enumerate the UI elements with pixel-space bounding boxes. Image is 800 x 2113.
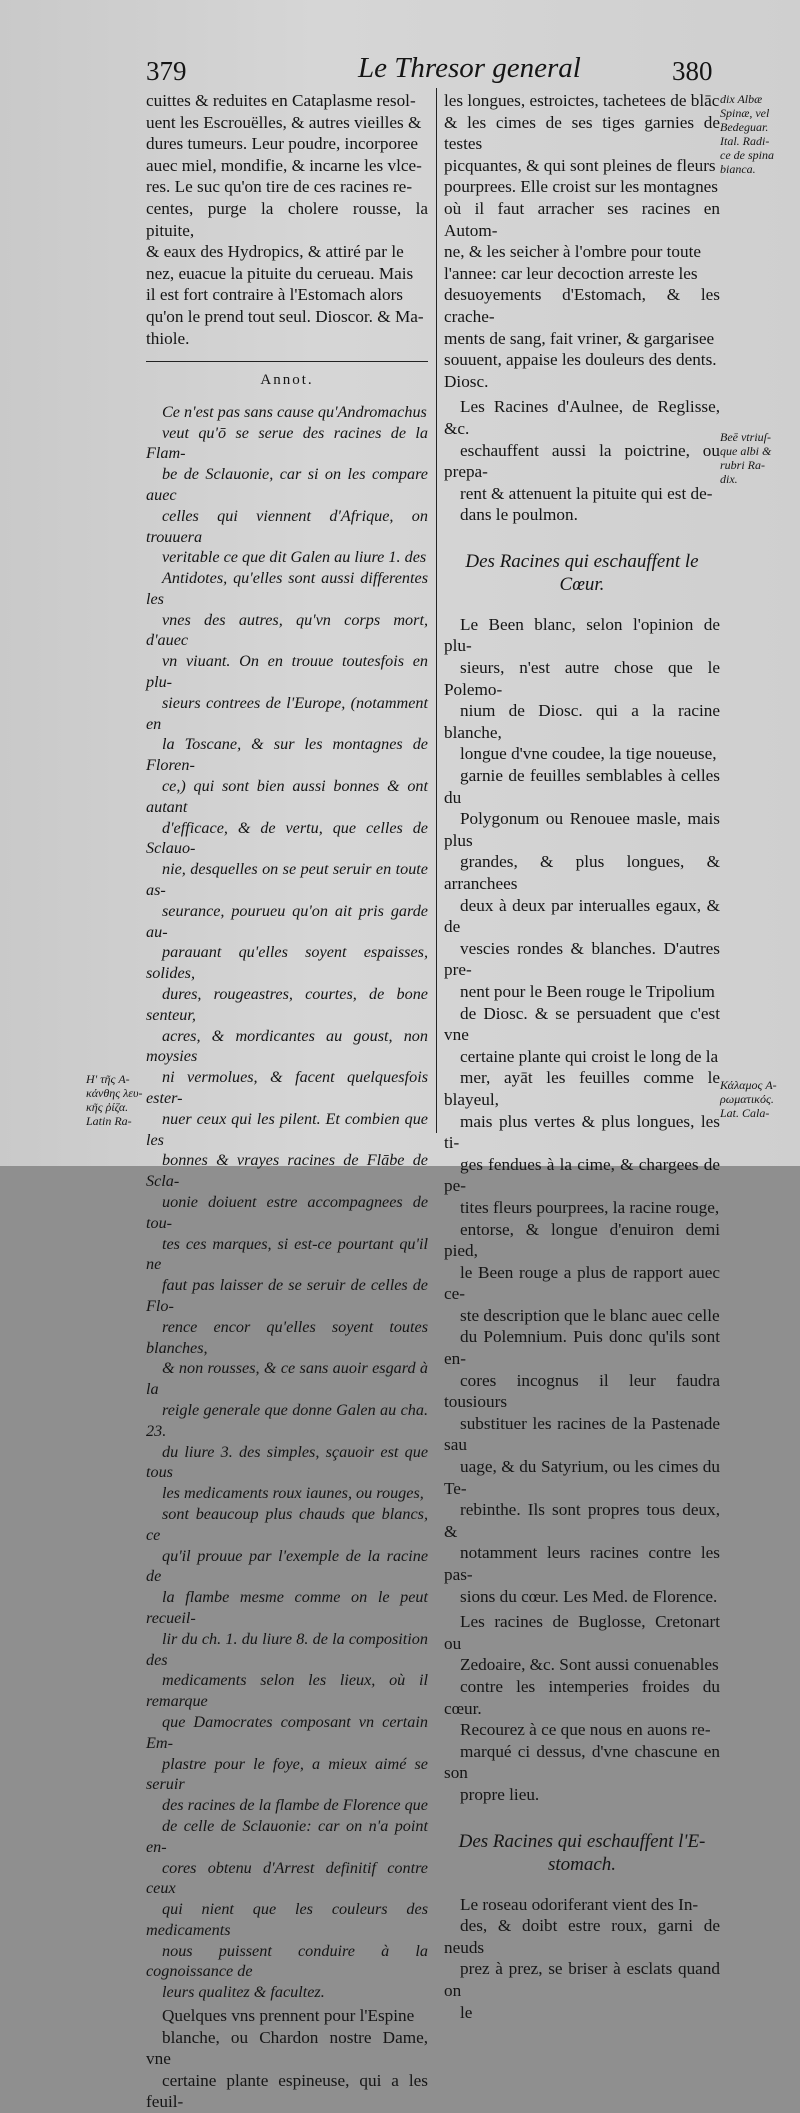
- text-line: κῆς ῥίζα.: [86, 1100, 129, 1114]
- right-paragraph-1: [444, 90, 720, 392]
- text-line: rebinthe. Ils sont propres tous deux, &: [444, 1500, 720, 1541]
- right-paragraph-2: [444, 396, 720, 526]
- margin-note-right-bottom: [720, 1078, 800, 1120]
- column-divider: [436, 88, 437, 1133]
- text-line: nent pour le Been rouge le Tripolium: [460, 981, 715, 1001]
- text-line: du Polemnium. Puis donc qu'ils sont en-: [444, 1327, 720, 1369]
- text-line: tes ces marques, si est-ce pourtant qu'il ne: [146, 1234, 428, 1274]
- text-line: Spinæ, vel: [720, 106, 770, 120]
- text-line: cuittes & reduites en Cataplasme resol-: [146, 91, 416, 110]
- text-line: Κάλαμος A-: [720, 1078, 777, 1092]
- text-line: certaine plante espineuse, qui a les feuil-: [146, 2070, 428, 2112]
- text-line: longue d'vne coudee, la tige noueuse,: [460, 744, 717, 764]
- text-line: dures tumeurs. Leur poudre, incorporee: [146, 134, 419, 154]
- text-line: stomach.: [547, 1853, 617, 1875]
- text-line: contre les intemperies froides du cœur.: [444, 1676, 720, 1718]
- text-line: reigle generale que donne Galen au cha. 23.: [146, 1400, 428, 1440]
- margin-note-left-bottom: [86, 1072, 148, 1128]
- text-line: Cœur.: [559, 573, 605, 595]
- text-line: il est fort contraire à l'Estomach alors: [146, 285, 403, 305]
- right-paragraph-5: [444, 1894, 720, 2024]
- text-line: faut pas laisser de se seruir de celles de Flo-: [146, 1276, 428, 1315]
- text-line: dures, rougeastres, courtes, de bone senteur,: [146, 985, 428, 1024]
- text-line: dix.: [720, 472, 738, 486]
- text-line: qu'il prouue par l'exemple de la racine de: [146, 1546, 428, 1586]
- text-line: sont beaucoup plus chauds que blancs, ce: [146, 1504, 428, 1544]
- text-line: nium de Diosc. qui a la racine blanche,: [444, 701, 720, 742]
- text-line: Le roseau odoriferant vient des In-: [460, 1894, 699, 1914]
- text-line: l'annee: car leur decoction arreste les: [444, 263, 698, 283]
- text-line: le Been rouge a plus de rapport auec ce-: [444, 1262, 720, 1304]
- text-line: Latin Ra-: [86, 1114, 132, 1128]
- text-line: ste description que le blanc auec celle: [460, 1305, 720, 1325]
- text-line: Antidotes, qu'elles sont aussi differentes les: [146, 569, 428, 608]
- text-line: Quelques vns prennent pour l'Espine: [162, 2006, 415, 2026]
- running-title: Le Thresor general: [358, 52, 581, 84]
- text-line: vescies rondes & blanches. D'autres pre-: [444, 938, 720, 980]
- text-line: res. Le suc qu'on tire de ces racines re-: [146, 177, 413, 197]
- text-line: de celle de Sclauonie: car on n'a point en-: [146, 1816, 428, 1856]
- text-line: parauant qu'elles soyent espaisses, solides,: [146, 943, 428, 983]
- text-line: cores incognus il leur faudra tousiours: [444, 1370, 720, 1412]
- text-line: auec miel, mondifie, & incarne les vlce-: [146, 155, 422, 175]
- text-line: d'efficace, & de vertu, que celles de Sclauo-: [146, 818, 428, 858]
- text-line: mer, ayāt les feuilles comme le blayeul,: [444, 1068, 720, 1109]
- text-line: souuent, appaise les douleurs des dents.: [444, 350, 717, 370]
- left-column: [146, 90, 428, 2113]
- text-line: nous puissent conduire à la cognoissance de: [146, 1941, 428, 1981]
- text-line: qui nient que les couleurs des medicaments: [146, 1900, 428, 1939]
- text-line: la flambe mesme comme on le peut recueil-: [146, 1588, 428, 1627]
- text-line: garnie de feuilles semblables à celles du: [444, 766, 720, 807]
- text-line: vn viuant. On en trouue toutesfois en plu-: [146, 652, 428, 692]
- text-line: plastre pour le foye, a mieux aimé se seruir: [146, 1754, 428, 1794]
- text-line: Η' τῆς A-: [86, 1072, 130, 1086]
- text-line: uage, & du Satyrium, ou les cimes du Te-: [444, 1457, 720, 1498]
- text-line: vnes des autres, qu'vn corps mort, d'auec: [146, 610, 428, 650]
- text-line: bonnes & vrayes racines de Flābe de Scla-: [146, 1151, 428, 1191]
- text-line: notamment leurs racines contre les pas-: [444, 1543, 720, 1584]
- text-line: ne, & les seicher à l'ombre pour toute: [444, 242, 702, 262]
- text-line: pourprees. Elle croist sur les montagnes: [444, 177, 718, 197]
- text-line: medicaments selon les lieux, où il remarque: [146, 1671, 428, 1711]
- section-heading-stomach: [444, 1830, 720, 1876]
- margin-note-right-top: [720, 92, 800, 176]
- section-heading-heart: [444, 550, 720, 596]
- text-line: les longues, estroictes, tachetees de blāc: [444, 91, 720, 110]
- text-line: des racines de la flambe de Florence que: [162, 1796, 428, 1815]
- text-line: cores obtenu d'Arrest definitif contre ceux: [146, 1858, 428, 1898]
- text-line: Recourez à ce que nous en auons re-: [460, 1720, 711, 1740]
- text-line: Des Racines qui eschauffent le: [465, 550, 699, 572]
- left-bottom-paragraph: [146, 2005, 428, 2113]
- text-line: que albi &: [720, 444, 772, 458]
- text-line: prez à prez, se briser à esclats quand on: [444, 1959, 720, 2000]
- text-line: picquantes, & qui sont pleines de fleurs: [444, 155, 716, 175]
- text-line: Le Been blanc, selon l'opinion de plu-: [444, 614, 720, 656]
- text-line: marqué ci dessus, d'vne chascune en son: [444, 1741, 720, 1783]
- text-line: certaine plante qui croist le long de la: [460, 1046, 719, 1066]
- text-line: ce,) qui sont bien aussi bonnes & ont autant: [146, 777, 428, 816]
- text-line: tites fleurs pourprees, la racine rouge,: [460, 1197, 720, 1217]
- text-line: du liure 3. des simples, sçauoir est que tous: [146, 1442, 428, 1482]
- text-line: centes, purge la cholere rousse, la pituite,: [146, 198, 428, 240]
- text-line: sieurs, n'est autre chose que le Polemo-: [444, 658, 720, 699]
- text-line: ce de spina: [720, 148, 774, 162]
- text-line: ni vermolues, & facent quelquesfois ester-: [146, 1068, 428, 1108]
- text-line: Lat. Cala-: [720, 1106, 770, 1120]
- page-number-right: 380: [672, 56, 713, 86]
- text-line: leurs qualitez & facultez.: [162, 1983, 325, 2002]
- text-line: celles qui viennent d'Afrique, on trouuera: [146, 506, 428, 546]
- text-line: nuer ceux qui les pilent. Et combien que les: [146, 1109, 428, 1149]
- text-line: deux à deux par interualles egaux, & de: [444, 895, 720, 937]
- text-line: eschauffent aussi la poictrine, ou prepa-: [444, 440, 720, 482]
- text-line: κάνθης λευ-: [86, 1086, 143, 1100]
- text-line: de Diosc. & se persuadent que c'est vne: [444, 1003, 720, 1045]
- text-line: blanche, ou Chardon nostre Dame, vne: [146, 2027, 428, 2069]
- text-line: sieurs contrees de l'Europe, (notamment en: [146, 693, 428, 733]
- text-line: entorse, & longue d'enuiron demi pied,: [444, 1219, 720, 1261]
- text-line: la Toscane, & sur les montagnes de Floren-: [146, 735, 428, 775]
- text-line: rubri Ra-: [720, 458, 765, 472]
- text-line: substituer les racines de la Pastenade sau: [444, 1413, 720, 1455]
- text-line: uonie doiuent estre accompagnees de tou-: [146, 1193, 428, 1232]
- text-line: dix Albæ: [720, 92, 763, 106]
- text-line: sions du cœur. Les Med. de Florence.: [460, 1586, 718, 1606]
- text-line: Zedoaire, &c. Sont aussi conuenables: [460, 1655, 719, 1675]
- text-line: thiole.: [146, 328, 190, 348]
- text-line: grandes, & plus longues, & arranchees: [444, 852, 720, 893]
- text-line: & les cimes de ses tiges garnies de testes: [444, 112, 720, 154]
- text-line: seurance, pourueu qu'on ait pris garde au-: [146, 901, 428, 941]
- annotation-text: [146, 402, 428, 2003]
- text-line: desuoyements d'Estomach, & les crache-: [444, 285, 720, 326]
- text-line: lir du ch. 1. du liure 8. de la composition des: [146, 1629, 428, 1669]
- text-line: nie, desquelles on se peut seruir en toute as-: [146, 860, 428, 900]
- text-line: que Damocrates composant vn certain Em-: [146, 1712, 428, 1752]
- text-line: Les Racines d'Aulnee, de Reglisse, &c.: [444, 397, 720, 438]
- text-line: & non rousses, & ce sans auoir esgard à la: [146, 1359, 428, 1399]
- text-line: le: [460, 2002, 473, 2022]
- annotation-rule: [146, 361, 428, 362]
- text-line: dans le poulmon.: [460, 505, 578, 525]
- text-line: be de Sclauonie, car si on les compare auec: [146, 465, 428, 504]
- text-line: veritable ce que dit Galen au liure 1. des: [162, 548, 427, 567]
- annotation-heading: Annot.: [260, 372, 314, 389]
- right-paragraph-4: [444, 1611, 720, 1805]
- text-line: nez, euacue la pituite du cerueau. Mais: [146, 263, 414, 283]
- text-line: rent & attenuent la pituite qui est de-: [460, 483, 713, 503]
- right-paragraph-3: [444, 614, 720, 1607]
- text-line: rence encor qu'elles soyent toutes blanches,: [146, 1317, 428, 1357]
- text-line: propre lieu.: [460, 1784, 540, 1804]
- text-line: qu'on le prend tout seul. Dioscor. & Ma-: [146, 306, 424, 326]
- text-line: Bedeguar.: [720, 120, 769, 134]
- text-line: Ce n'est pas sans cause qu'Andromachus: [162, 402, 427, 421]
- page-number-left: 379: [146, 56, 187, 86]
- text-line: Des Racines qui eschauffent l'E-: [458, 1830, 706, 1852]
- text-line: Polygonum ou Renouee masle, mais plus: [444, 809, 720, 850]
- text-line: Les racines de Buglosse, Cretonart ou: [444, 1612, 720, 1653]
- right-column: [444, 90, 720, 2023]
- text-line: les medicaments roux iaunes, ou rouges,: [162, 1484, 424, 1503]
- text-line: mais plus vertes & plus longues, les ti-: [444, 1111, 720, 1153]
- text-line: ρωματικός.: [720, 1092, 774, 1106]
- text-line: ments de sang, fait vriner, & gargarisee: [444, 328, 715, 348]
- margin-note-right-middle: [720, 430, 800, 486]
- text-line: où il faut arracher ses racines en Autom-: [444, 198, 720, 240]
- text-line: ges fendues à la cime, & chargees de pe-: [444, 1154, 720, 1196]
- text-line: bianca.: [720, 162, 756, 176]
- text-line: Diosc.: [444, 371, 489, 391]
- text-line: Ital. Radi-: [720, 134, 770, 148]
- text-line: uent les Escrouëlles, & autres vieilles &: [146, 112, 422, 132]
- text-line: veut qu'ō se serue des racines de la Flam-: [146, 423, 428, 463]
- text-line: Beē vtriuſ-: [720, 430, 771, 444]
- left-top-paragraph: [146, 90, 428, 349]
- text-line: des, & doibt estre roux, garni de neuds: [444, 1916, 720, 1957]
- text-line: acres, & mordicantes au goust, non moysies: [146, 1026, 428, 1066]
- text-line: & eaux des Hydropics, & attiré par le: [146, 242, 404, 262]
